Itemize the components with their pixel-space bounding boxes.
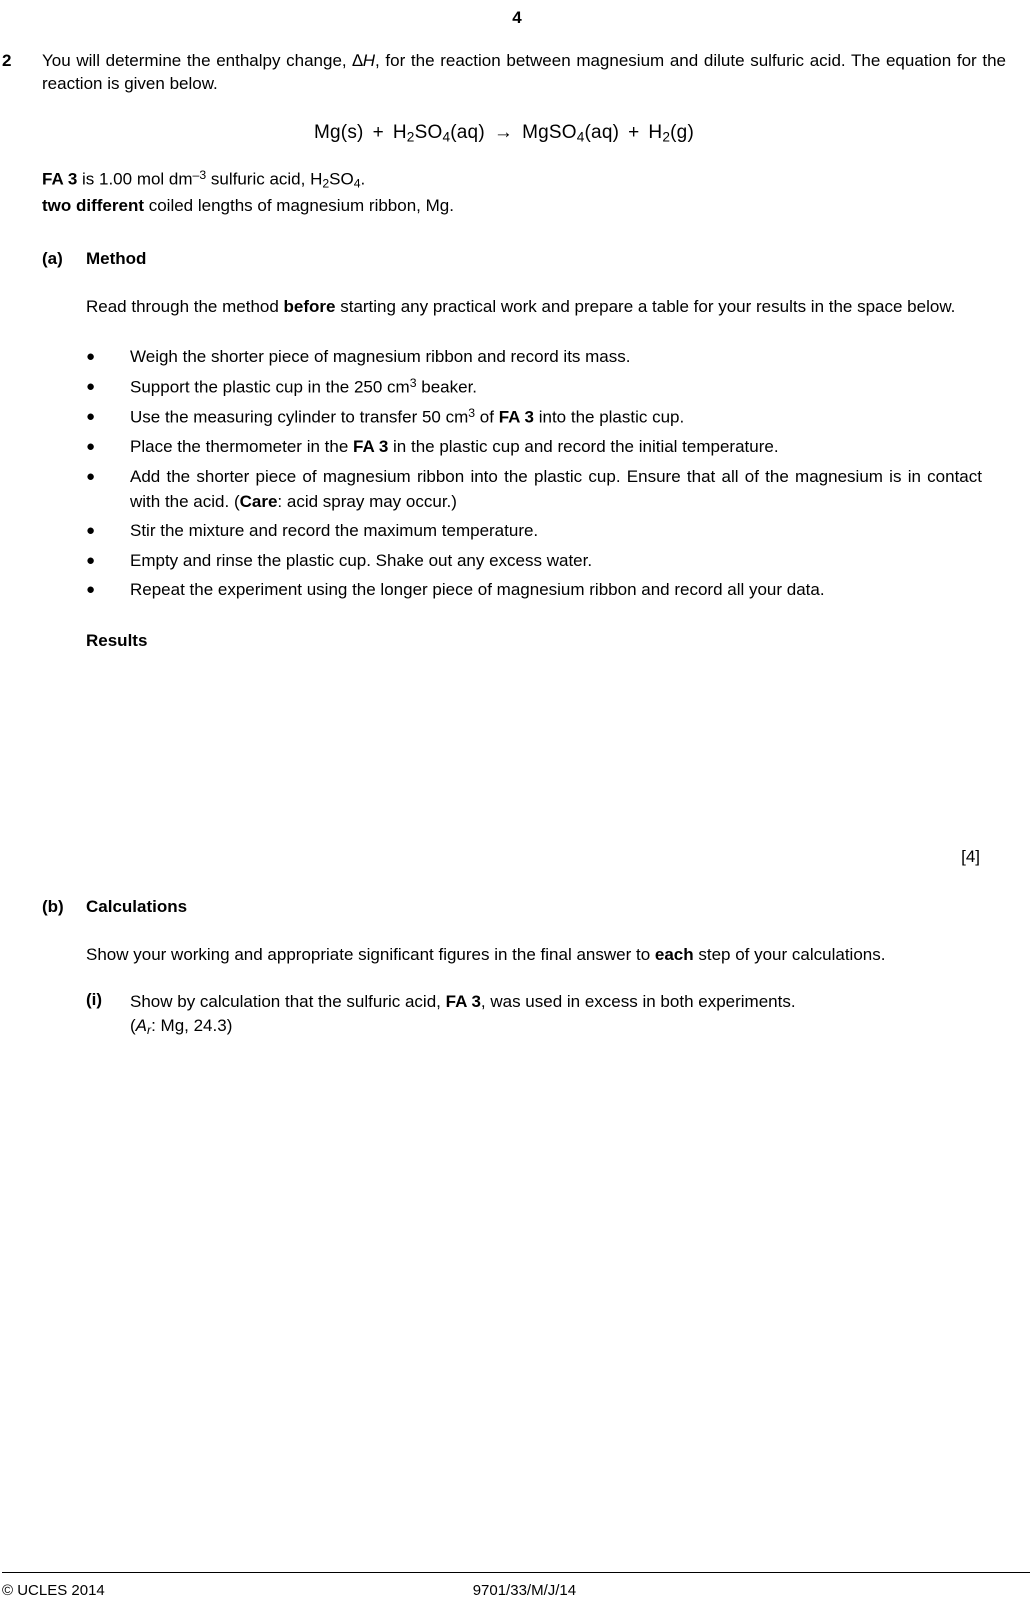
ribbon-text: coiled lengths of magnesium ribbon, Mg. (144, 196, 454, 216)
part-a-body (86, 295, 1008, 867)
text-run: in the plastic cup and record the initial temperature. (388, 437, 779, 457)
intro-text-after: , for the reaction between magnesium and dilute sulfuric acid. The equation for the reaction is given below. (42, 51, 1006, 93)
results-heading: Results (86, 631, 148, 651)
eq-so-sub: 4 (442, 129, 451, 145)
bold-term: FA 3 (353, 437, 389, 457)
text-run: of (475, 407, 499, 427)
delta-symbol: ∆ (352, 51, 363, 70)
part-b-title: Calculations (86, 897, 188, 917)
text-run: Repeat the experiment using the longer piece of magnesium ribbon and record all your data. (130, 580, 825, 600)
footer-divider (2, 1572, 1030, 1573)
method-bullet-text (130, 519, 982, 544)
bullet-dot-icon: ● (86, 467, 96, 485)
eq-plus-1: + (372, 121, 384, 143)
part-b-i-label: (i) (86, 989, 103, 1009)
eq-so: SO (414, 121, 443, 143)
text-run: Use the measuring cylinder to transfer 50 cm (130, 407, 469, 427)
ribbon-line (42, 193, 1008, 219)
fa3-label: FA 3 (42, 169, 78, 189)
calc-instruction-2: step of your calculations. (693, 945, 886, 965)
fa3-text-2: sulfuric acid, H (206, 169, 323, 189)
bullet-dot-icon: ● (86, 551, 96, 569)
text-run: Stir the mixture and record the maximum temperature. (130, 521, 539, 541)
page-content (0, 50, 1034, 1040)
method-bullet-text (130, 375, 982, 400)
intro-text-before: You will determine the enthalpy change, (42, 51, 353, 70)
two-different-label: two different (42, 196, 144, 216)
question-intro (42, 50, 1008, 96)
bullet-dot-icon: ● (86, 348, 96, 366)
method-bullet (86, 405, 982, 430)
calc-instruction-1: Show your working and appropriate significant figures in the final answer to (86, 945, 655, 965)
eq-plus-2: + (628, 121, 640, 143)
method-bullet (86, 578, 982, 603)
superscript: 3 (409, 375, 417, 390)
method-bullet-text (130, 549, 982, 574)
eq-h-sub: 2 (406, 129, 415, 145)
text-run: Place the thermometer in the (130, 437, 354, 457)
question-2 (0, 50, 1008, 96)
calculations-instruction (86, 943, 982, 968)
method-bullet (86, 375, 982, 400)
text-run: Weigh the shorter piece of magnesium ribbon and record its mass. (130, 347, 631, 367)
page-footer (0, 1582, 1034, 1599)
eq-h2-g: (g) (670, 121, 694, 143)
method-bullet-list (86, 345, 982, 603)
part-b-label: (b) (42, 897, 64, 917)
eq-mgso-aq: (aq) (584, 121, 620, 143)
method-bullet-text (130, 345, 982, 370)
text-run: Support the plastic cup in the 250 cm (130, 377, 410, 397)
fa3-superscript: –3 (192, 168, 207, 183)
method-bullet (86, 549, 982, 574)
calc-each-bold: each (654, 945, 694, 965)
method-instruction (86, 295, 982, 320)
bold-term: Care (239, 491, 278, 511)
bullet-dot-icon: ● (86, 377, 96, 395)
bi-ar-open: ( (130, 1016, 136, 1036)
part-a-marks: [4] (961, 847, 980, 867)
method-bullet-text (130, 435, 982, 460)
method-instruction-1: Read through the method (86, 296, 284, 316)
text-run: Empty and rinse the plastic cup. Shake out any excess water. (130, 550, 593, 570)
text-run: beaker. (416, 377, 478, 397)
method-bullet (86, 519, 982, 544)
fa3-line (42, 166, 1008, 193)
part-a-title: Method (86, 248, 147, 268)
reaction-equation (0, 122, 1008, 144)
enthalpy-symbol: H (362, 51, 376, 70)
method-bullet-text (130, 465, 982, 514)
part-a-heading (42, 249, 1008, 269)
paper-code: 9701/33/M/J/14 (472, 1582, 577, 1599)
eq-reactant-mg: Mg(s) (314, 121, 364, 143)
copyright-text: © UCLES 2014 (2, 1582, 105, 1599)
text-run: : acid spray may occur.) (277, 491, 457, 511)
method-bullet (86, 435, 982, 460)
eq-product-mgso4 (522, 122, 619, 143)
bold-term: FA 3 (498, 407, 534, 427)
page-number: 4 (512, 8, 522, 27)
text-run: Add the shorter piece of magnesium ribbon into the plastic cup. Ensure that all of the magnesium is in contact with the acid. ( (130, 466, 982, 511)
eq-h: H (392, 121, 407, 143)
bi-fa3-bold: FA 3 (445, 991, 481, 1011)
method-before-bold: before (283, 296, 336, 316)
fa3-sub-1: 2 (322, 176, 330, 191)
part-b-i-text (130, 990, 982, 1040)
method-bullet (86, 345, 982, 370)
text-run: into the plastic cup. (533, 407, 685, 427)
eq-reactant-h2so4 (393, 122, 485, 143)
bullet-dot-icon: ● (86, 581, 96, 599)
bi-text-1: Show by calculation that the sulfuric acid, (130, 991, 446, 1011)
eq-h2: H (648, 121, 663, 143)
eq-product-h2 (648, 122, 694, 143)
bi-ar-symbol: A (135, 1016, 148, 1036)
part-a-label: (a) (42, 248, 63, 268)
bi-text-2: , was used in excess in both experiments. (480, 991, 796, 1011)
fa3-text-3: SO (329, 169, 354, 189)
fa3-text-4: . (360, 169, 366, 189)
eq-h2-sub: 2 (662, 129, 671, 145)
bullet-dot-icon: ● (86, 408, 96, 426)
method-bullet-text (130, 405, 982, 430)
method-instruction-2: starting any practical work and prepare a table for your results in the space below. (335, 296, 956, 316)
part-b-body (86, 943, 1008, 968)
eq-mgso-sub: 4 (576, 129, 585, 145)
bullet-dot-icon: ● (86, 438, 96, 456)
question-number: 2 (2, 51, 12, 70)
bi-ar-subscript: r (147, 1023, 152, 1038)
bi-ar-rest: : Mg, 24.3) (151, 1016, 233, 1036)
fa3-sub-2: 4 (353, 176, 361, 191)
superscript: 3 (468, 406, 476, 421)
fa3-text-1: is 1.00 mol dm (77, 169, 193, 189)
fa3-description (42, 166, 1008, 218)
method-bullet (86, 465, 982, 514)
eq-mgso: MgSO (522, 121, 577, 143)
bullet-dot-icon: ● (86, 522, 96, 540)
part-b-heading (42, 897, 1008, 917)
method-bullet-text (130, 578, 982, 603)
part-b-i (86, 990, 1008, 1040)
eq-aq: (aq) (450, 121, 485, 143)
eq-arrow: → (493, 121, 514, 143)
